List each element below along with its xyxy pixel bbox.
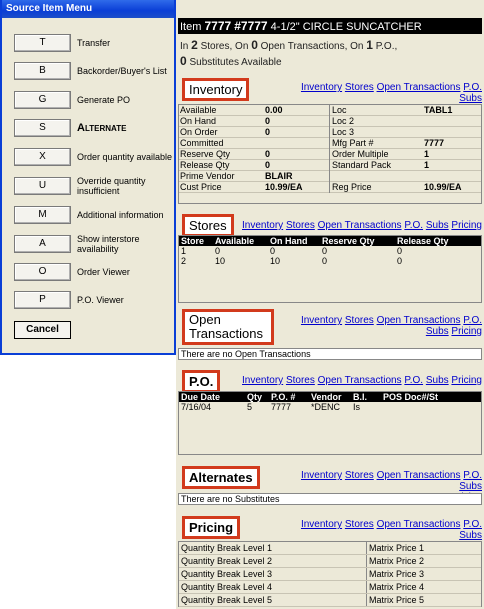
stores-table-header — [179, 236, 481, 246]
table-cell: 1 — [181, 246, 187, 256]
link-subs[interactable]: Subs — [425, 220, 449, 231]
table-cell: 5 — [247, 402, 253, 412]
alternate-button[interactable]: S — [14, 119, 71, 137]
generate-po-button[interactable]: G — [14, 91, 71, 109]
inv-label: Committed — [180, 138, 224, 148]
inv-label: Standard Pack — [332, 160, 392, 170]
table-cell: *DENC — [311, 402, 341, 412]
inv-value: 1 — [424, 160, 430, 170]
no-substitutes-message: There are no Substitutes — [178, 493, 482, 505]
po-section-title: P.O. — [182, 370, 220, 393]
link-open-transactions[interactable]: Open Transactions — [376, 315, 461, 326]
inv-row — [179, 182, 329, 193]
link-po[interactable]: P.O. — [463, 315, 482, 326]
alternates-section-title: Alternates — [182, 466, 260, 489]
inv-value: 0 — [265, 127, 271, 137]
link-stores[interactable]: Stores — [344, 315, 374, 326]
link-po[interactable]: P.O. — [463, 82, 482, 93]
menu-row-transfer — [14, 34, 177, 52]
inv-row — [330, 149, 481, 160]
matrix-price-label: Matrix Price 4 — [369, 582, 425, 592]
link-inventory[interactable]: Inventory — [300, 470, 343, 481]
link-stores[interactable]: Stores — [285, 375, 315, 386]
link-subs[interactable]: Subs — [459, 530, 482, 541]
link-inventory[interactable]: Inventory — [242, 220, 284, 231]
table-cell: 7777 — [271, 402, 292, 412]
inventory-box — [178, 104, 482, 204]
order-viewer-label: Order Viewer — [77, 267, 130, 277]
col-header: B.I. — [353, 392, 368, 402]
menu-row-interstore — [14, 235, 177, 253]
link-pricing[interactable]: Pricing — [451, 220, 482, 231]
inv-row — [179, 160, 329, 171]
inv-value: 10.99/EA — [265, 182, 303, 192]
interstore-availability-label: Show interstore availability — [77, 234, 140, 254]
inv-row — [179, 105, 329, 116]
transfer-label: Transfer — [77, 38, 111, 48]
po-table-header — [179, 392, 481, 402]
link-inventory[interactable]: Inventory — [300, 519, 343, 530]
item-detail-panel — [176, 0, 484, 609]
menu-row-alternate — [14, 119, 177, 137]
inv-label: On Order — [180, 127, 218, 137]
order-qty-available-label: Order quantity available — [77, 152, 173, 162]
summary-stores-count: 2 — [191, 38, 198, 52]
no-open-transactions-message: There are no Open Transactions — [178, 348, 482, 360]
table-cell: 0 — [270, 246, 276, 256]
link-open-transactions[interactable]: Open Transactions — [317, 220, 402, 231]
table-cell: 0 — [215, 246, 221, 256]
inventory-section-title: Inventory — [182, 78, 249, 101]
inv-label — [330, 171, 424, 181]
override-qty-button[interactable]: U — [14, 177, 71, 195]
menu-row-order-qty — [14, 148, 177, 166]
quantity-break-label: Quantity Break Level 4 — [179, 581, 367, 593]
quantity-break-label: Quantity Break Level 2 — [179, 555, 367, 567]
inv-value: 1 — [424, 149, 430, 159]
inv-value: 0.00 — [265, 105, 283, 115]
inv-row — [179, 149, 329, 160]
inv-value: TABL1 — [424, 105, 453, 115]
order-viewer-button[interactable]: O — [14, 263, 71, 281]
col-header: Release Qty — [397, 236, 449, 246]
summary-text: In — [180, 41, 189, 52]
table-cell: 0 — [322, 256, 328, 266]
inv-label: Reserve Qty — [180, 149, 231, 159]
inv-row — [179, 127, 329, 138]
table-row[interactable] — [179, 402, 481, 412]
inv-row — [330, 182, 481, 193]
link-stores[interactable]: Stores — [285, 220, 315, 231]
matrix-price-label: Matrix Price 3 — [369, 569, 425, 579]
summary-text: Substitutes Available — [189, 57, 282, 68]
po-viewer-label: P.O. Viewer — [77, 295, 124, 305]
inv-value: 0 — [265, 116, 271, 126]
table-cell: 0 — [397, 256, 403, 266]
summary-text: Open Transactions, On — [260, 41, 364, 52]
matrix-price-label: Matrix Price 5 — [369, 595, 425, 605]
po-viewer-button[interactable]: P — [14, 291, 71, 309]
inv-label: On Hand — [180, 116, 217, 126]
link-open-transactions[interactable]: Open Transactions — [376, 470, 461, 481]
summary-text: P.O., — [375, 41, 398, 52]
col-header: POS Doc#/St — [383, 392, 439, 402]
col-header: On Hand — [270, 236, 308, 246]
inv-row — [330, 127, 481, 138]
table-cell: Is — [353, 402, 361, 412]
table-cell: 7/16/04 — [181, 402, 212, 412]
item-header — [178, 18, 482, 34]
menu-row-override — [14, 177, 177, 195]
link-po[interactable]: P.O. — [463, 519, 482, 530]
col-header: Qty — [247, 392, 263, 402]
table-row — [179, 555, 481, 568]
inv-row — [179, 171, 329, 182]
link-stores[interactable]: Stores — [344, 519, 374, 530]
table-row[interactable] — [179, 256, 481, 266]
backorder-button[interactable]: B — [14, 62, 71, 80]
item-summary — [180, 38, 480, 70]
inv-label: Loc — [332, 105, 347, 115]
summary-open-count: 0 — [251, 38, 258, 52]
matrix-price-label: Matrix Price 2 — [369, 556, 425, 566]
col-header: Due Date — [181, 392, 221, 402]
link-open-transactions[interactable]: Open Transactions — [317, 375, 402, 386]
stores-table — [178, 235, 482, 303]
link-subs[interactable]: Subs — [459, 481, 482, 492]
table-cell: 10 — [215, 256, 226, 266]
summary-subs-count: 0 — [180, 54, 187, 68]
inv-row — [179, 116, 329, 127]
additional-info-label: Additional information — [77, 210, 164, 220]
override-qty-label: Override quantity insufficient — [77, 176, 146, 196]
menu-row-backorder — [14, 62, 177, 80]
col-header: Reserve Qty — [322, 236, 375, 246]
po-nav-links — [232, 375, 482, 386]
menu-title-bar[interactable]: Source Item Menu — [2, 0, 174, 18]
link-pricing[interactable]: Pricing — [451, 326, 482, 337]
stores-section-title: Stores — [182, 214, 234, 237]
cancel-button[interactable]: Cancel — [14, 321, 71, 339]
generate-po-label: Generate PO — [77, 95, 131, 105]
backorder-label: Backorder/Buyer's List — [77, 66, 167, 76]
matrix-price-label: Matrix Price 1 — [369, 543, 425, 553]
menu-row-generate-po — [14, 91, 177, 109]
po-table — [178, 391, 482, 455]
inv-value: 7777 — [424, 138, 445, 148]
table-row — [179, 542, 481, 555]
col-header: P.O. # — [271, 392, 296, 402]
inv-row — [330, 116, 481, 127]
link-open-transactions[interactable]: Open Transactions — [376, 519, 461, 530]
table-cell — [381, 402, 461, 412]
order-qty-available-button[interactable]: X — [14, 148, 71, 166]
inv-label: Cust Price — [180, 182, 222, 192]
transfer-button[interactable]: T — [14, 34, 71, 52]
open-transactions-nav-links — [282, 315, 482, 337]
table-row[interactable] — [179, 246, 481, 256]
item-prefix: Item — [180, 21, 202, 33]
quantity-break-label: Quantity Break Level 3 — [179, 568, 367, 580]
pricing-section-title: Pricing — [182, 516, 240, 539]
source-item-menu-window — [0, 0, 176, 355]
stores-nav-links — [242, 220, 482, 231]
item-number: 7777 — [204, 19, 232, 33]
link-stores[interactable]: Stores — [344, 470, 374, 481]
table-cell: 2 — [181, 256, 187, 266]
inv-row — [330, 160, 481, 171]
link-inventory[interactable]: Inventory — [242, 375, 284, 386]
link-inventory[interactable]: Inventory — [300, 315, 343, 326]
quantity-break-label: Quantity Break Level 1 — [179, 542, 367, 554]
inv-label: Release Qty — [180, 160, 230, 170]
link-inventory[interactable]: Inventory — [300, 82, 343, 93]
link-open-transactions[interactable]: Open Transactions — [376, 82, 461, 93]
inventory-left-column — [179, 105, 329, 193]
quantity-break-label: Quantity Break Level 5 — [179, 594, 367, 606]
link-po[interactable]: P.O. — [404, 375, 424, 386]
inv-label: Reg Price — [332, 182, 372, 192]
inv-label: Prime Vendor — [180, 171, 235, 181]
inv-label: Mfg Part # — [332, 138, 374, 148]
link-subs[interactable]: Subs — [459, 93, 482, 104]
link-po[interactable]: P.O. — [463, 470, 482, 481]
table-cell: 0 — [322, 246, 328, 256]
table-row — [179, 594, 481, 607]
col-header: Available — [215, 236, 255, 246]
link-po[interactable]: P.O. — [404, 220, 424, 231]
open-transactions-section-title: Open Transactions — [182, 309, 274, 345]
summary-po-count: 1 — [366, 38, 373, 52]
inv-value: 0 — [265, 149, 271, 159]
inv-value: 10.99/EA — [424, 182, 462, 192]
table-row — [179, 568, 481, 581]
table-row — [179, 581, 481, 594]
additional-info-button[interactable]: M — [14, 206, 71, 224]
menu-row-po-viewer — [14, 291, 177, 309]
interstore-availability-button[interactable]: A — [14, 235, 71, 253]
menu-row-additional-info — [14, 206, 177, 224]
inv-label: Loc 2 — [332, 116, 355, 126]
item-description: 4-1/2" CIRCLE SUNCATCHER — [270, 21, 422, 33]
table-cell: 10 — [270, 256, 281, 266]
inv-row — [330, 171, 481, 182]
inv-label: Order Multiple — [332, 149, 389, 159]
link-pricing[interactable]: Pricing — [451, 375, 482, 386]
inv-label: Available — [180, 105, 217, 115]
inv-value: BLAIR — [265, 171, 293, 181]
inv-value: 0 — [265, 160, 271, 170]
link-subs[interactable]: Subs — [425, 326, 449, 337]
inv-row — [179, 138, 329, 149]
alternate-label: Alternate — [77, 122, 127, 134]
inventory-right-column — [329, 105, 481, 193]
summary-text: Stores, On — [200, 41, 249, 52]
inv-row — [330, 138, 481, 149]
inv-row — [330, 105, 481, 116]
table-cell: 0 — [397, 246, 403, 256]
col-header: Store — [181, 236, 205, 246]
item-code: #7777 — [234, 19, 268, 33]
link-stores[interactable]: Stores — [344, 82, 374, 93]
pricing-table — [178, 541, 482, 607]
col-header: Vendor — [311, 392, 342, 402]
link-subs[interactable]: Subs — [425, 375, 449, 386]
menu-row-order-viewer — [14, 263, 177, 281]
inv-label: Loc 3 — [332, 127, 355, 137]
